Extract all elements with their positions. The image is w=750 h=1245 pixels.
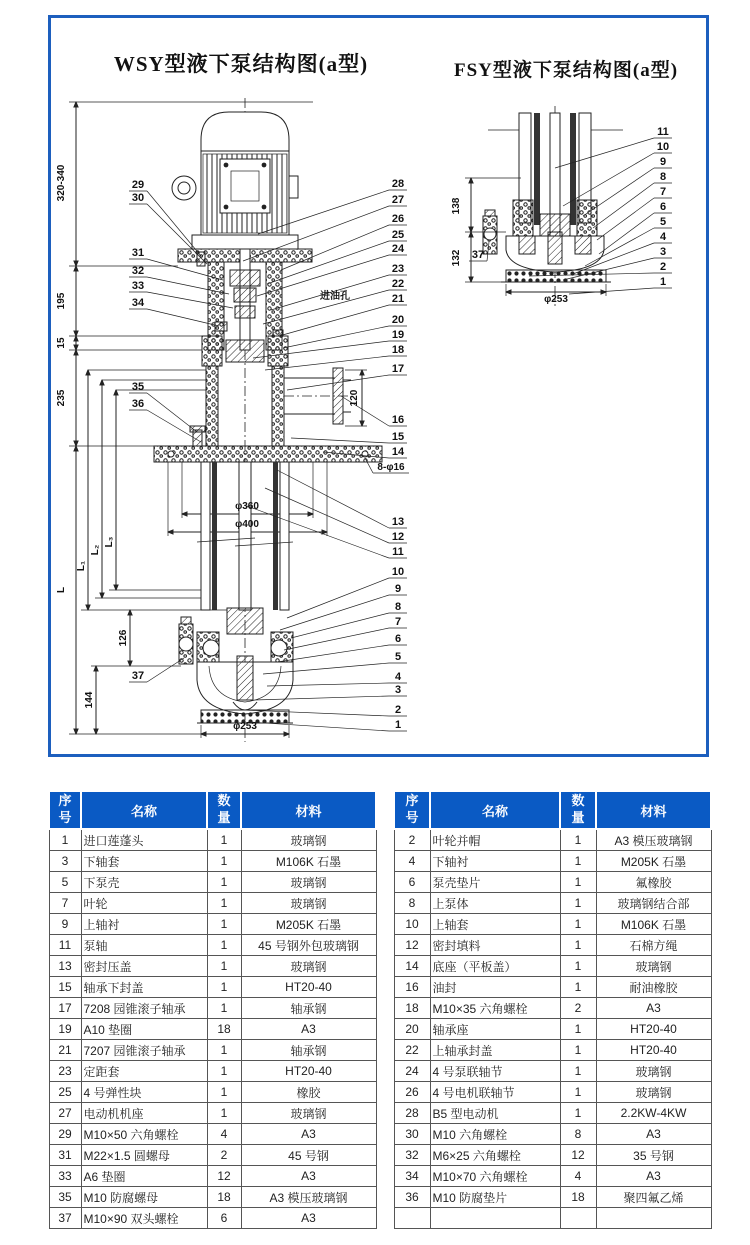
callout-17: 17	[391, 363, 405, 375]
callout-31: 31	[131, 247, 145, 259]
callout-21: 21	[391, 293, 405, 305]
pump-shaft-lower	[239, 462, 251, 610]
callout-28: 28	[391, 178, 405, 190]
dim-label: L₃	[104, 536, 115, 548]
callout-27: 27	[391, 194, 405, 206]
table-row: 27 电动机机座 1 玻璃钢	[49, 1103, 376, 1124]
callout-9: 9	[394, 583, 402, 595]
callout-2: 2	[394, 704, 402, 716]
motor-base	[192, 235, 298, 249]
fsy-diagram-title: FSY型液下泵结构图(a型)	[453, 60, 679, 81]
table-row: 16 油封 1 耐油橡胶	[394, 977, 711, 998]
callout-4: 4	[659, 231, 667, 243]
callout-7: 7	[394, 616, 402, 628]
dim-label: 144	[84, 691, 95, 709]
table-row: 13 密封压盖 1 玻璃钢	[49, 956, 376, 977]
callout-24: 24	[391, 243, 405, 255]
table-row: 14 底座（平板盖） 1 玻璃钢	[394, 956, 711, 977]
column-header: 名称	[81, 791, 207, 829]
callout-5: 5	[394, 651, 402, 663]
callout-1: 1	[394, 719, 402, 731]
dim-label: 15	[56, 337, 67, 349]
table-row: 29 M10×50 六角螺栓 4 A3	[49, 1124, 376, 1145]
fsy-drawing	[465, 106, 623, 306]
table-row: 37 M10×90 双头螺栓 6 A3	[49, 1208, 376, 1229]
table-row: 4 下轴衬 1 M205K 石墨	[394, 851, 711, 872]
table-row: 5 下泵壳 1 玻璃钢	[49, 872, 376, 893]
dim-label: 8-φ16	[377, 462, 405, 473]
table-row: 22 上轴承封盖 1 HT20-40	[394, 1040, 711, 1061]
column-header: 序号	[49, 791, 81, 829]
impeller	[237, 656, 253, 700]
pump-drawings	[51, 18, 706, 754]
table-row: 9 上轴衬 1 M205K 石墨	[49, 914, 376, 935]
table-row: 35 M10 防腐螺母 18 A3 模压玻璃钢	[49, 1187, 376, 1208]
dim-label: 320-340	[56, 164, 67, 202]
callout-20: 20	[391, 314, 405, 326]
callout-26: 26	[391, 213, 405, 225]
dim-label: φ400	[235, 519, 259, 530]
callout-22: 22	[391, 278, 405, 290]
table-row: 28 B5 型电动机 1 2.2KW-4KW	[394, 1103, 711, 1124]
dim-label: 126	[118, 629, 129, 647]
callout-4: 4	[394, 671, 402, 683]
table-row: 34 M10×70 六角螺栓 4 A3	[394, 1166, 711, 1187]
callout-25: 25	[391, 229, 405, 241]
table-row: 18 M10×35 六角螺栓 2 A3	[394, 998, 711, 1019]
column-header: 序号	[394, 791, 430, 829]
dim-label: 120	[349, 389, 360, 407]
table-row: 8 上泵体 1 玻璃钢结合部	[394, 893, 711, 914]
table-row: 12 密封填料 1 石棉方绳	[394, 935, 711, 956]
column-header: 数量	[560, 791, 596, 829]
column-header: 数量	[207, 791, 241, 829]
dim-label: L₂	[90, 544, 101, 556]
table-row: 19 A10 垫圈 18 A3	[49, 1019, 376, 1040]
callout-3: 3	[659, 246, 667, 258]
callout-8: 8	[394, 601, 402, 613]
table-row: 6 泵壳垫片 1 氟橡胶	[394, 872, 711, 893]
table-row: 10 上轴套 1 M106K 石墨	[394, 914, 711, 935]
callout-19: 19	[391, 329, 405, 341]
table-row: 32 M6×25 六角螺栓 12 35 号钢	[394, 1145, 711, 1166]
callout-34: 34	[131, 297, 145, 309]
table-row: 21 7207 园锥滚子轴承 1 轴承钢	[49, 1040, 376, 1061]
callout-8: 8	[659, 171, 667, 183]
dim-label: 138	[451, 197, 462, 215]
wsy-diagram-title: WSY型液下泵结构图(a型)	[113, 52, 369, 76]
callout-33: 33	[131, 280, 145, 292]
table-row: 33 A6 垫圈 12 A3	[49, 1166, 376, 1187]
callout-6: 6	[394, 633, 402, 645]
callout-37: 37	[471, 249, 485, 261]
dim-label: 进油孔	[320, 291, 350, 302]
table-row: 7 叶轮 1 玻璃钢	[49, 893, 376, 914]
callout-11: 11	[392, 546, 404, 558]
callout-37: 37	[131, 670, 145, 682]
dim-label: L	[56, 586, 67, 594]
callout-6: 6	[659, 201, 667, 213]
table-row: 26 4 号电机联轴节 1 玻璃钢	[394, 1082, 711, 1103]
dim-label: 132	[451, 249, 462, 267]
table-row: 24 4 号泵联轴节 1 玻璃钢	[394, 1061, 711, 1082]
callout-30: 30	[131, 192, 145, 204]
table-row: 25 4 号弹性块 1 橡胶	[49, 1082, 376, 1103]
column-header: 名称	[430, 791, 560, 829]
table-row: 11 泵轴 1 45 号钢外包玻璃钢	[49, 935, 376, 956]
table-row: 36 M10 防腐垫片 18 聚四氟乙烯	[394, 1187, 711, 1208]
callout-7: 7	[659, 186, 667, 198]
column-header: 材料	[241, 791, 376, 829]
table-row: 17 7208 园锥滚子轴承 1 轴承钢	[49, 998, 376, 1019]
callout-11: 11	[657, 126, 669, 138]
table-row: 23 定距套 1 HT20-40	[49, 1061, 376, 1082]
table-row: 20 轴承座 1 HT20-40	[394, 1019, 711, 1040]
table-row	[394, 1208, 711, 1229]
callout-29: 29	[131, 179, 145, 191]
dim-label: φ360	[235, 501, 259, 512]
callout-16: 16	[391, 414, 405, 426]
callout-3: 3	[394, 684, 402, 696]
dim-label: φ253	[233, 721, 257, 732]
dim-label: L₁	[76, 560, 87, 572]
parts-table-right	[393, 790, 712, 1229]
fsy-base-plate	[506, 270, 606, 282]
fsy-impeller	[548, 232, 562, 264]
diagram-panel	[48, 15, 709, 757]
callout-18: 18	[391, 344, 405, 356]
table-row: 31 M22×1.5 圆螺母 2 45 号钢	[49, 1145, 376, 1166]
column-header: 材料	[596, 791, 711, 829]
callout-15: 15	[391, 431, 405, 443]
callout-12: 12	[391, 531, 405, 543]
callout-10: 10	[656, 141, 670, 153]
dim-label: 195	[56, 292, 67, 310]
callout-5: 5	[659, 216, 667, 228]
dim-label: 235	[56, 389, 67, 407]
callout-9: 9	[659, 156, 667, 168]
table-row: 1 进口莲蓬头 1 玻璃钢	[49, 829, 376, 851]
callout-1: 1	[659, 276, 667, 288]
table-row: 3 下轴套 1 M106K 石墨	[49, 851, 376, 872]
callout-23: 23	[391, 263, 405, 275]
table-row: 30 M10 六角螺栓 8 A3	[394, 1124, 711, 1145]
callout-36: 36	[131, 398, 145, 410]
callout-13: 13	[391, 516, 405, 528]
callout-35: 35	[131, 381, 145, 393]
table-row: 2 叶轮并帽 1 A3 模压玻璃钢	[394, 829, 711, 851]
terminal-box	[289, 176, 298, 198]
parts-table-left	[48, 790, 377, 1229]
table-row: 15 轴承下封盖 1 HT20-40	[49, 977, 376, 998]
dim-label: φ253	[544, 294, 568, 305]
callout-14: 14	[391, 446, 405, 458]
callout-2: 2	[659, 261, 667, 273]
callout-32: 32	[131, 265, 145, 277]
callout-10: 10	[391, 566, 405, 578]
